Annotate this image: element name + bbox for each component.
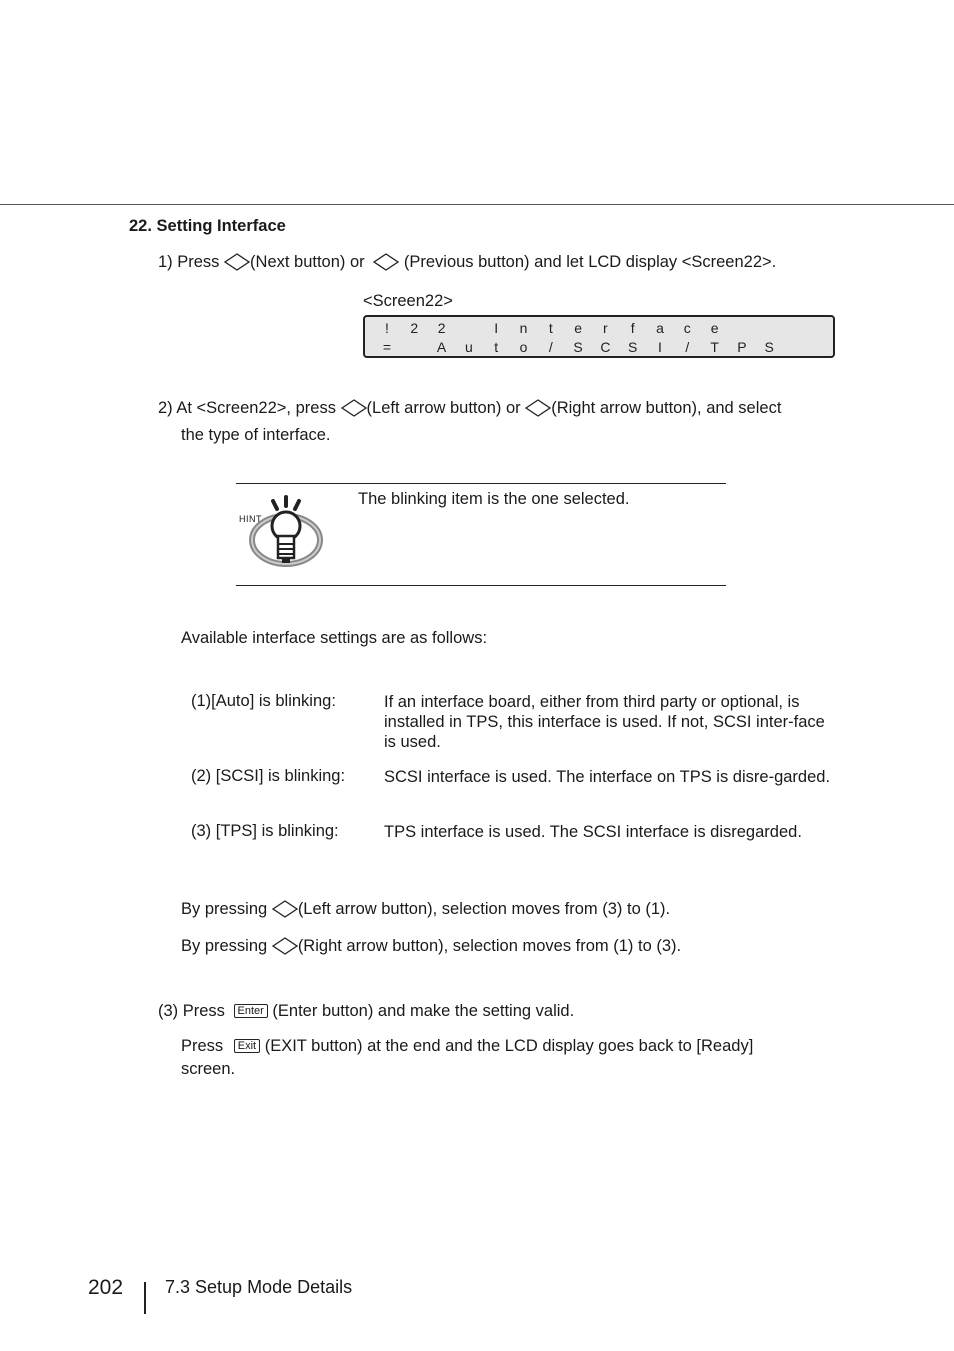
lcd-char: e [710, 320, 719, 336]
lcd-char: f [630, 320, 635, 336]
right-arrow-button-icon [525, 399, 551, 417]
pressing-right [181, 937, 681, 956]
setting-label-auto: (1)[Auto] is blinking: [191, 692, 336, 710]
lcd-char: u [464, 339, 473, 355]
lcd-char: A [436, 339, 447, 355]
left-arrow-button-icon [272, 900, 298, 918]
lcd-row-2 [365, 339, 833, 357]
pressing-left-text: (Left arrow button), selection moves from (3) to (1). [297, 900, 671, 918]
lcd-char: S [764, 339, 774, 355]
step-3-enter-text: (Enter button) and make the setting valid. [272, 1002, 575, 1020]
step-1-prefix: 1) Press [158, 253, 220, 271]
lcd-char: P [737, 339, 747, 355]
step-3-press: Press [181, 1037, 224, 1055]
lcd-char: T [710, 339, 719, 355]
lcd-char: S [573, 339, 583, 355]
lcd-char: 2 [410, 320, 419, 336]
setting-desc-scsi: SCSI interface is used. The interface on TPS is disre-garded. [384, 768, 831, 786]
footer-section: 7.3 Setup Mode Details [165, 1277, 353, 1297]
step-2-line-2: the type of interface. [181, 426, 331, 444]
lcd-char: C [600, 339, 611, 355]
lcd-char: ! [385, 320, 389, 336]
hint-text: The blinking item is the one selected. [358, 490, 630, 508]
step-3-exit-text: (EXIT button) at the end and the LCD display goes back to [Ready] [264, 1037, 754, 1055]
lcd-char: t [548, 320, 553, 336]
lcd-screen [363, 315, 835, 358]
lcd-char: = [382, 339, 392, 355]
previous-button-icon [373, 253, 399, 271]
step-1 [158, 253, 776, 272]
footer-divider [144, 1282, 146, 1314]
lcd-char: n [519, 320, 528, 336]
right-arrow-button-icon [272, 937, 298, 955]
lcd-char: 2 [437, 320, 446, 336]
lcd-char: / [685, 339, 690, 355]
step-1-prev-label: (Previous button) and let LCD display <Screen22>. [403, 253, 777, 271]
pressing-right-prefix: By pressing [181, 937, 268, 955]
step-2-left-label: (Left arrow button) or [366, 399, 521, 417]
hint-box [236, 483, 726, 586]
lcd-char: I [494, 320, 499, 336]
screen-caption: <Screen22> [363, 292, 453, 310]
lcd-row-1 [365, 320, 833, 338]
step-3 [158, 1002, 574, 1021]
lcd-char: / [548, 339, 553, 355]
step-2-right-label: (Right arrow button), and select [551, 399, 782, 417]
step-3-exit-line-2: screen. [181, 1060, 236, 1078]
pressing-left [181, 900, 670, 919]
setting-label-scsi: (2) [SCSI] is blinking: [191, 767, 346, 785]
lcd-char: S [628, 339, 638, 355]
step-3-prefix: (3) Press [158, 1002, 225, 1020]
enter-key-icon: Enter [234, 1004, 268, 1018]
lcd-char: I [658, 339, 662, 355]
lcd-char: e [574, 320, 582, 336]
step-2-prefix: 2) At <Screen22>, press [158, 399, 336, 417]
lcd-char: a [656, 320, 664, 336]
section-title: 22. Setting Interface [129, 217, 286, 235]
setting-desc-auto: If an interface board, either from third party or optional, is installed in TPS, this interface is used. If not, SCSI inter-face is used. [384, 693, 825, 751]
lcd-char: o [519, 339, 528, 355]
hint-badge: HINT [239, 514, 262, 524]
hint-lightbulb-icon [238, 494, 328, 574]
step-3-exit [181, 1037, 753, 1056]
pressing-left-prefix: By pressing [181, 900, 268, 918]
lcd-char: c [683, 320, 691, 336]
step-1-next-label: (Next button) or [250, 253, 365, 271]
setting-desc-tps: TPS interface is used. The SCSI interface is disregarded. [384, 823, 802, 841]
step-2 [158, 399, 781, 418]
exit-key-icon: Exit [234, 1039, 260, 1053]
left-arrow-button-icon [341, 399, 367, 417]
next-button-icon [224, 253, 250, 271]
page-number: 202 [88, 1276, 124, 1299]
pressing-right-text: (Right arrow button), selection moves from (1) to (3). [297, 937, 682, 955]
header-rule [0, 204, 954, 205]
available-settings-intro: Available interface settings are as follows: [181, 629, 488, 647]
lcd-char: r [603, 320, 608, 336]
setting-label-tps: (3) [TPS] is blinking: [191, 822, 339, 840]
lcd-char: t [494, 339, 499, 355]
